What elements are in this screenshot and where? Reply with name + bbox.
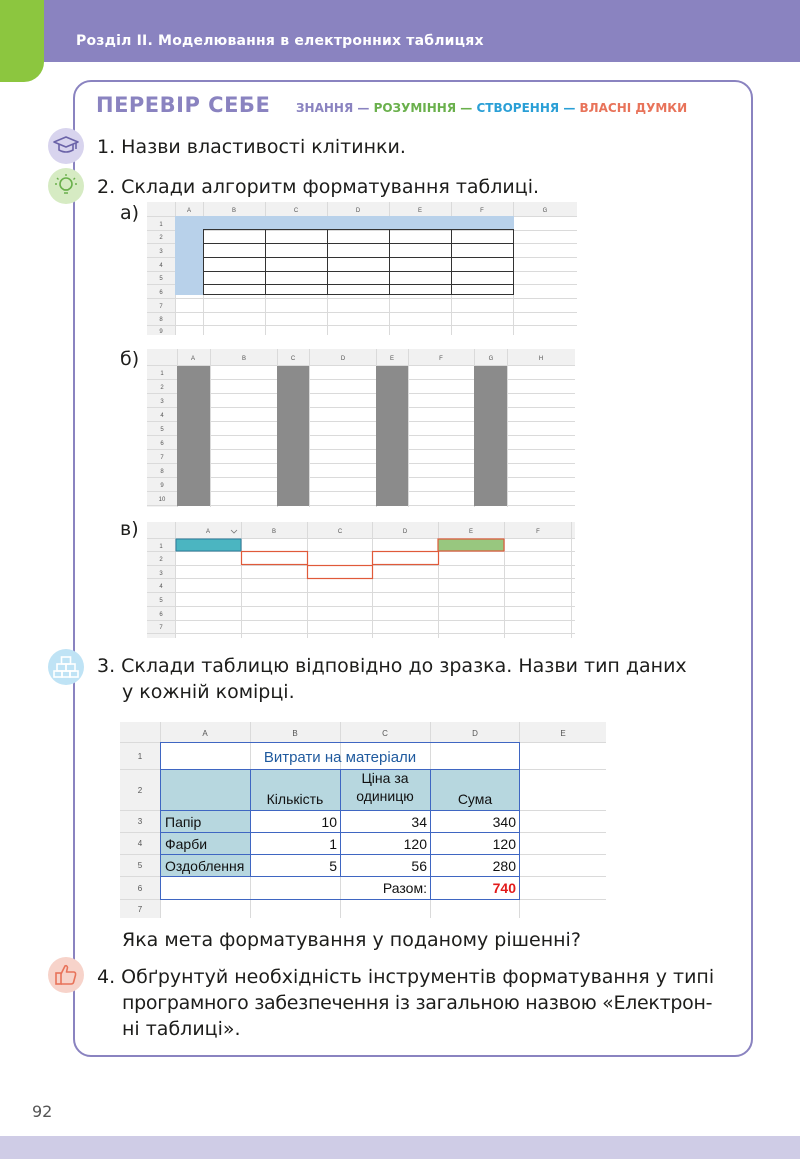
green-cell-e1 [438,539,504,551]
row-header: 7 [159,625,163,631]
col-header: F [536,529,540,535]
col-header: H [538,356,544,362]
sub-label-b: б) [120,348,140,370]
question-4-cont: програмного забезпечення із загальною назвою «Електрон- [122,992,713,1014]
row-header: 8 [159,317,163,323]
question-3: 3. Склади таблицю відповідно до зразка. Назви тип даних [97,655,687,677]
cell-sum: 340 [492,814,516,830]
header-inner [44,0,800,62]
row-header: 1 [159,544,163,550]
header-price-1: Ціна за [361,770,409,786]
question-2: 2. Склади алгоритм форматування таблиці. [97,176,540,198]
chapter-title: Розділ ІІ. Моделювання в електронних таблицях [76,33,484,49]
legend-knowledge: ЗНАННЯ [296,101,354,115]
col-header: C [293,208,299,214]
col-header: D [355,208,361,214]
total-value: 740 [492,880,516,896]
gray-col-a [177,366,210,506]
sub-label-c: в) [120,518,139,540]
row-header: 3 [159,249,163,255]
thumbs-up-icon [48,957,84,993]
col-header: G [488,356,494,362]
legend-understanding: РОЗУМІННЯ [373,101,457,115]
row-header: 3 [137,817,143,826]
legend-dash: — [460,101,473,115]
col-header: B [241,356,247,362]
cell-qty: 10 [321,814,337,830]
row-header: 9 [160,483,164,489]
row-header: 4 [159,584,163,590]
col-header: E [468,529,474,535]
col-header: C [337,529,343,535]
question-3-followup: Яка мета форматування у поданому рішенні? [122,929,581,951]
cell-qty: 5 [329,858,337,874]
row-header: 7 [160,455,164,461]
legend-creation: СТВОРЕННЯ [476,101,560,115]
row-header: 1 [159,222,163,228]
cell-qty: 1 [329,836,337,852]
col-header: B [271,529,277,535]
col-header: E [417,208,423,214]
cell-sum: 120 [492,836,516,852]
cell-price: 56 [411,858,427,874]
question-4-end: ні таблиці». [122,1018,241,1040]
col-header: A [202,729,208,738]
cell-name: Оздоблення [165,858,245,874]
col-header: C [382,729,388,738]
col-header: B [231,208,237,214]
col-header: D [472,729,478,738]
gray-col-c [277,366,309,506]
question-3-cont: у кожній комірці. [122,681,295,703]
row-header: 10 [158,497,166,503]
col-header: F [480,208,484,214]
row-header: 7 [159,304,163,310]
col-header: D [402,529,408,535]
row-header: 1 [160,371,164,377]
blocks-icon [48,649,84,685]
row-header: 7 [137,905,143,914]
row-header: 4 [137,839,143,848]
row-header: 6 [159,612,163,618]
row-header: 5 [137,861,143,870]
col-header: A [205,529,211,535]
question-4: 4. Обґрунтуй необхідність інструментів форматування у типі [97,966,715,988]
question-1: 1. Назви властивості клітинки. [97,136,406,158]
row-header: 2 [137,786,143,795]
col-header: D [340,356,346,362]
col-header: C [290,356,296,362]
row-header: 9 [159,329,163,335]
row-header: 2 [159,557,163,563]
legend-opinion: ВЛАСНІ ДУМКИ [579,101,688,115]
row-header: 5 [159,598,163,604]
gray-col-e [376,366,408,506]
highlight-col-a [175,216,203,295]
row-header: 1 [137,752,143,761]
row-header: 6 [160,441,164,447]
teal-cell-a1 [176,539,241,551]
graduation-cap-icon [48,128,84,164]
cell-name: Фарби [165,836,208,852]
legend-dash: — [357,101,370,115]
legend-dash: — [563,101,576,115]
row-header: 3 [159,571,163,577]
header-sum: Сума [457,791,493,807]
lightbulb-icon [48,168,84,204]
section-title: ПЕРЕВІР СЕБЕ [96,93,271,117]
skill-legend [296,101,687,115]
spreadsheet-a [147,202,577,335]
col-header: E [560,729,566,738]
row-header: 5 [160,427,164,433]
row-header: 4 [159,263,163,269]
col-header: A [190,356,196,362]
col-header: B [292,729,298,738]
cell-name: Папір [165,814,202,830]
footer-bar [0,1136,800,1159]
cell-price: 34 [411,814,427,830]
sub-label-a: а) [120,202,140,224]
header-price-2: одиницю [356,788,414,804]
row-header: 6 [159,290,163,296]
col-header: A [186,208,192,214]
row-header: 4 [160,413,164,419]
total-label: Разом: [382,880,427,896]
row-header: 3 [160,399,164,405]
row-header: 2 [159,235,163,241]
cell-price: 120 [403,836,427,852]
header-green-tab [0,0,44,82]
page-number: 92 [32,1102,53,1121]
row-header: 6 [137,884,143,893]
header-qty: Кількість [266,791,324,807]
gray-col-g [474,366,507,506]
col-header: F [439,356,443,362]
spreadsheet-b [147,349,575,507]
col-header: G [542,208,548,214]
row-header: 5 [159,276,163,282]
spreadsheet-c [147,522,575,638]
row-header: 2 [160,385,164,391]
table-title: Витрати на матеріали [263,749,417,766]
spreadsheet-expenses [120,722,606,918]
cell-sum: 280 [492,858,516,874]
row-header: 8 [160,469,164,475]
highlight-row-1 [203,216,514,229]
col-header: E [389,356,395,362]
